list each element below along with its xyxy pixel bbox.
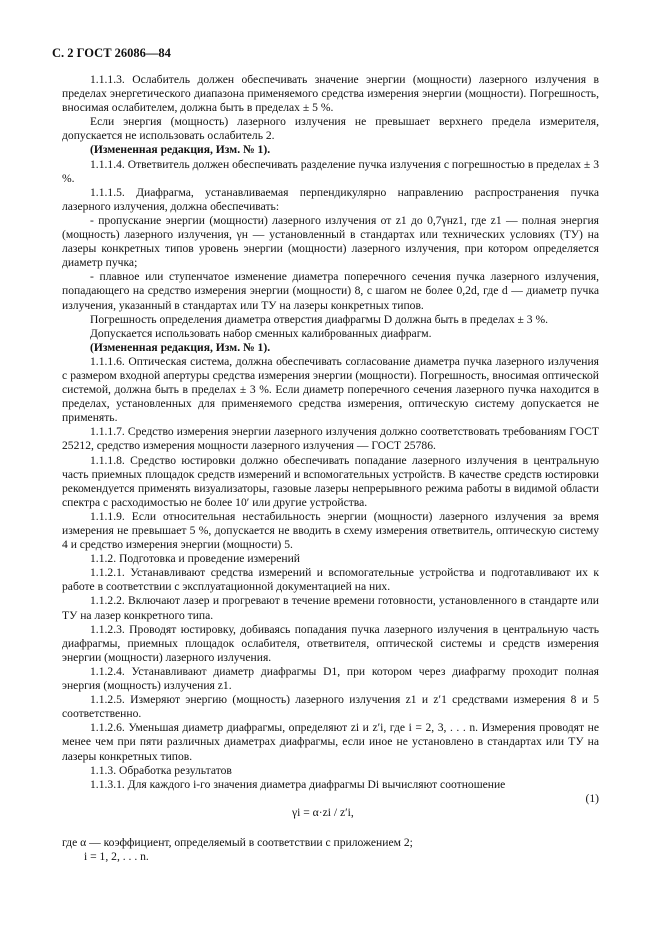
paragraph: 1.1.2.3. Проводят юстировку, добиваясь попадания пучка лазерного излучения в центральную часть диафрагмы, приемных площадок ослабителя, ответвителя, оптической системы и средств измерения энергии (мощности) лазерного излучения. xyxy=(62,622,599,664)
formula-explanation: где α — коэффициент, определяемый в соответствии с приложением 2; xyxy=(62,835,413,849)
paragraph: 1.1.2.4. Устанавливают диаметр диафрагмы D1, при котором через диафрагму проходит полная энергия (мощность) излучения z1. xyxy=(62,664,599,693)
list-item: - пропускание энергии (мощности) лазерного излучения от z1 до 0,7γнz1, где z1 — полная энергия (мощность) лазерного излучения, γн — установленный в стандартах или технических условиях (ТУ) на лазеры конкретных типов уровень энергии (мощности) лазерного излучения, при котором определяется диаметр пучка; xyxy=(62,213,599,270)
revision-note: (Измененная редакция, Изм. № 1). xyxy=(90,143,271,157)
paragraph: 1.1.1.3. Ослабитель должен обеспечивать значение энергии (мощности) лазерного излучения в пределах энергетического диапазона применяемого средства измерения энергии (мощности). Погрешность, вносимая ослабителем, должна быть в пределах ± 5 %. xyxy=(62,73,599,115)
paragraph: 1.1.2.1. Устанавливают средства измерений и вспомогательные устройства и подготавливают их к работе в соответствии с эксплуатационной документацией на них. xyxy=(62,566,599,594)
section-heading: 1.1.2. Подготовка и проведение измерений xyxy=(90,552,300,566)
revision-note: (Измененная редакция, Изм. № 1). xyxy=(90,340,271,354)
formula-block xyxy=(62,792,599,836)
formula-explanation: i = 1, 2, . . . n. xyxy=(84,849,149,863)
paragraph: Если энергия (мощность) лазерного излучения не превышает верхнего предела измерителя, допускается не использовать ослабитель 2. xyxy=(62,115,599,143)
paragraph: 1.1.1.7. Средство измерения энергии лазерного излучения должно соответствовать требованиям ГОСТ 25212, средство измерения мощности лазерного излучения — ГОСТ 25786. xyxy=(62,425,599,453)
paragraph: 1.1.2.2. Включают лазер и прогревают в течение времени готовности, установленного в стандарте или ТУ на лазер конкретного типа. xyxy=(62,594,599,622)
paragraph: Погрешность определения диаметра отверстия диафрагмы D должна быть в пределах ± 3 %. xyxy=(90,312,549,326)
page-header: С. 2 ГОСТ 26086—84 xyxy=(52,46,171,60)
formula: γi = α·zi / z′i, xyxy=(292,805,354,819)
paragraph: 1.1.1.6. Оптическая система, должна обеспечивать согласование диаметра пучка лазерного излучения с размером входной апертуры средства измерения энергии (мощности). Погрешность, вносимая оптической системой, должна быть в пределах ± 3 %. Если диаметр поперечного сечения лазерного пучка находится в пределах, установленных для применяемого средства измерения, оптическую систему допускается не применять. xyxy=(62,354,599,425)
paragraph: Допускается использовать набор сменных калиброванных диафрагм. xyxy=(90,326,432,340)
paragraph: 1.1.1.9. Если относительная нестабильность энергии (мощности) лазерного излучения за время измерения не превышает 5 %, допускается не вводить в схему измерения ответвитель, оптическую систему 4 и средство измерения энергии (мощности) 5. xyxy=(62,509,599,552)
paragraph: 1.1.1.4. Ответвитель должен обеспечивать разделение пучка излучения с погрешностью в пределах ± 3 %. xyxy=(62,157,599,185)
paragraph: 1.1.2.6. Уменьшая диаметр диафрагмы, определяют zi и z′i, где i = 2, 3, . . . n. Измерения проводят не менее чем при пяти различных диаметрах диафрагмы, если иное не установлено в стандартах или ТУ на лазеры конкретных типов. xyxy=(62,721,599,763)
document-body xyxy=(62,73,599,864)
paragraph: 1.1.2.5. Измеряют энергию (мощность) лазерного излучения z1 и z′1 средствами измерения 8 и 5 соответственно. xyxy=(62,693,599,721)
list-item: - плавное или ступенчатое изменение диаметра поперечного сечения пучка лазерного излучения, попадающего на средство измерения энергии (мощности) 8, с шагом не более 0,2d, где d — диаметр пучка излучения, указанный в стандартах или ТУ на лазеры конкретных типов. xyxy=(62,270,599,312)
formula-number: (1) xyxy=(585,791,599,805)
paragraph: 1.1.3.1. Для каждого i-го значения диаметра диафрагмы Di вычисляют соотношение xyxy=(90,777,506,791)
section-heading: 1.1.3. Обработка результатов xyxy=(90,763,232,777)
paragraph: 1.1.1.5. Диафрагма, устанавливаемая перпендикулярно направлению распространения пучка лазерного излучения, должна обеспечивать: xyxy=(62,185,599,213)
paragraph: 1.1.1.8. Средство юстировки должно обеспечивать попадание лазерного излучения в центральную часть приемных площадок средств измерений и вспомогательных устройств. В качестве средств юстировки рекомендуется применять визуализаторы, газовые лазеры непрерывного режима работы в видимой области спектра с расходимостью не более 10′ или другие устройства. xyxy=(62,453,599,509)
